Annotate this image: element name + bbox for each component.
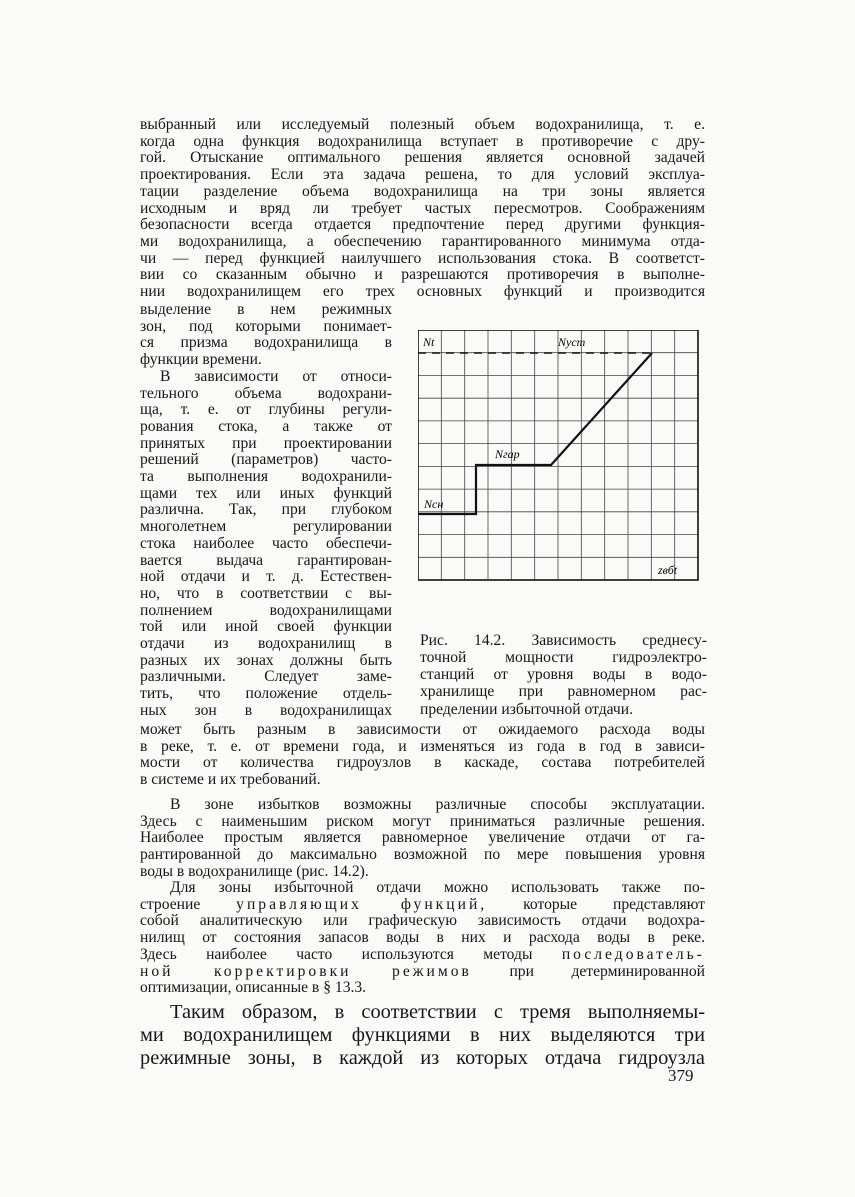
text-line: выделение в нем режимных — [140, 302, 392, 318]
spaced-term: управляющих функций, — [236, 896, 488, 913]
text-line: Таким образом, в соответствии с тремя выполняемы- — [170, 1001, 705, 1023]
text-line: может быть разным в зависимости от ожидаемого расхода воды — [140, 722, 705, 738]
text-line: многолетнем регулировании — [140, 519, 392, 536]
label-y-axis: Nt — [423, 335, 435, 349]
text-line: безопасности всегда отдается предпочтение перед другими функция- — [140, 217, 705, 234]
text-line: рования стока, а также от — [140, 418, 392, 435]
text-line: собой аналитическую или графическую зависимость отдачи водохра- — [140, 913, 705, 930]
spaced-term: ной корректировки режимов — [140, 963, 472, 980]
text-line: проектирования. Если эта задача решена, то для условий эксплуа- — [140, 167, 705, 184]
text-line: ся призма водохранилища в — [140, 335, 392, 352]
text-line: В зависимости от относи- — [160, 368, 392, 385]
text-line: разных их зонах должны быть — [140, 652, 392, 669]
text-line: принятых при проектировании — [140, 435, 392, 452]
text-line: ми водохранилищем функциями в них выделяются три — [140, 1024, 705, 1046]
text-line: решений (параметров) часто- — [140, 452, 392, 469]
caption-line: станций от уровня воды в водо- — [420, 666, 707, 684]
text-line: вается выдача гарантирован- — [140, 552, 392, 569]
caption-line: пределении избыточной отдачи. — [420, 700, 634, 718]
label-x-axis: zвбt — [658, 563, 678, 577]
text-line: выбранный или исследуемый полезный объем водохранилища, т. е. — [140, 117, 705, 133]
text-line: нии водохранилищем его трех основных функций и производится — [140, 284, 705, 300]
text-line: в реке, т. е. от времени года, и изменяться из года в год в зависи- — [140, 738, 705, 755]
text-line: ной корректировки режимов при детерминированной — [140, 963, 705, 980]
text-line: различна. Так, при глубоком — [140, 502, 392, 519]
text-line: отдачи из водохранилищ в — [140, 636, 392, 652]
text-line: нилищ от состояния запасов воды в них и расхода воды в реке. — [140, 930, 705, 947]
text-line: тельного объема водохрани- — [140, 385, 392, 402]
text-line: гой. Отыскание оптимального решения является основной задачей — [140, 150, 705, 167]
text-line: оптимизации, описанные в § 13.3. — [140, 980, 367, 997]
text-line: тить, что положение отдель- — [140, 686, 392, 703]
label-installed: Nуст — [558, 335, 586, 349]
text-line: щами тех или иных функций — [140, 485, 392, 502]
text-line: полнением водохранилищами — [140, 602, 392, 619]
text-line: Здесь наиболее часто используются методы последователь- — [140, 946, 705, 963]
figure-14-2 — [418, 330, 700, 582]
label-guaranteed: Nгар — [495, 447, 520, 461]
text-line: исходным и вряд ли требует частых пересмотров. Соображениям — [140, 200, 705, 217]
text-line: зон, под которыми понимает- — [140, 318, 392, 335]
caption-line: точной мощности гидроэлектро- — [420, 648, 707, 666]
text-line: вии со сказанным обычно и разрешаются противоречия в выполне- — [140, 267, 705, 284]
text-line: Наиболее простым является равномерное увеличение отдачи от га- — [140, 830, 705, 847]
label-min: Nсн — [424, 497, 444, 511]
text-line: стока наиболее часто обеспечи- — [140, 535, 392, 552]
text-line: той или иной своей функции — [140, 619, 392, 636]
text-line: та выполнения водохранили- — [140, 469, 392, 485]
text-line: Для зоны избыточной отдачи можно использовать также по- — [170, 880, 705, 896]
text-line: различными. Следует заме- — [140, 669, 392, 686]
spaced-term: последователь- — [561, 946, 705, 963]
caption-line: хранилище при равномерном рас- — [420, 683, 707, 701]
text-line: в системе и их требований. — [140, 772, 321, 789]
text-line: режимные зоны, в каждой из которых отдача гидроузла — [140, 1047, 705, 1069]
text-line: тации разделение объема водохранилища на три зоны является — [140, 183, 705, 200]
page-number: 379 — [668, 1066, 694, 1085]
text-line: ных зон в водохранилищах — [140, 702, 392, 719]
text-line: но, что в соответствии с вы- — [140, 585, 392, 602]
caption-line: Рис. 14.2. Зависимость среднесу- — [420, 631, 707, 649]
text-line: рантированной до максимально возможной по мере повышения уровня — [140, 847, 705, 864]
figure-grid — [418, 330, 698, 580]
text-line: когда одна функция водохранилища вступает в противоречие с дру- — [140, 133, 705, 150]
text-line: ми водохранилища, а обеспечению гарантированного минимума отда- — [140, 233, 705, 250]
text-line: ной отдачи и т. д. Естествен- — [140, 569, 392, 586]
text-line: В зоне избытков возможны различные способы эксплуатации. — [170, 797, 705, 813]
text-line: ща, т. е. от глубины регули- — [140, 402, 392, 419]
text-line: строение управляющих функций, которые представляют — [140, 896, 705, 913]
text-line: Здесь с наименьшим риском могут приниматься различные решения. — [140, 813, 705, 830]
text-line: чи — перед функцией наилучшего использования стока. В соответст- — [140, 250, 705, 267]
text-line: мости от количества гидроузлов в каскаде, состава потребителей — [140, 755, 705, 772]
text-line: воды в водохранилище (рис. 14.2). — [140, 863, 369, 880]
text-line: функции времени. — [140, 352, 262, 369]
